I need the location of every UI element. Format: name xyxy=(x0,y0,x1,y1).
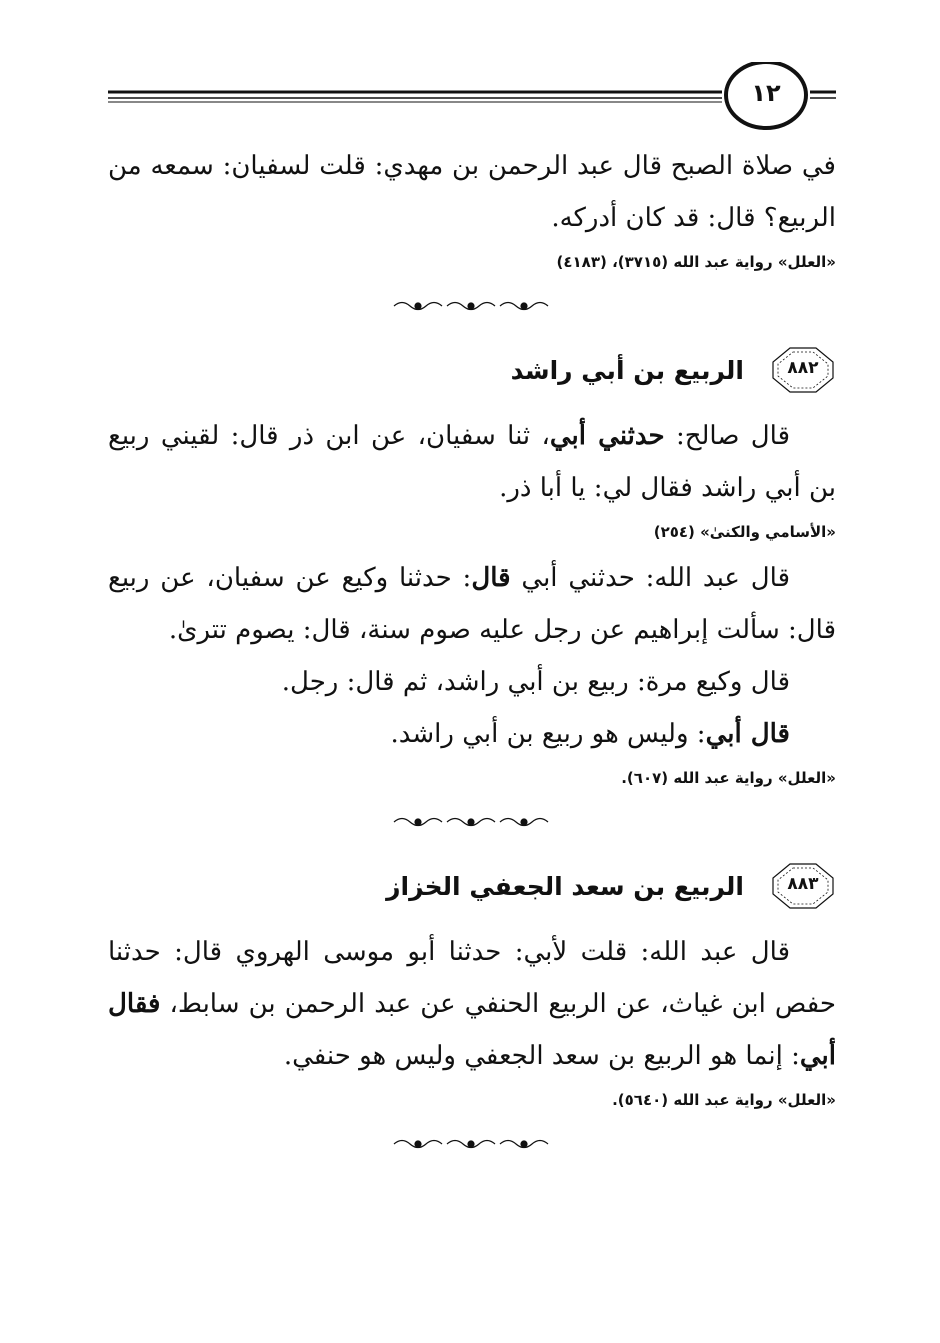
page-header xyxy=(108,62,836,132)
entry-reference: «الأسامي والكنىٰ» (٢٥٤) xyxy=(653,523,836,541)
header-rule-icon xyxy=(108,62,836,132)
page-body xyxy=(108,140,836,1178)
bold-run: حدثني أبي xyxy=(549,421,665,451)
entry-number: ٨٨٢ xyxy=(787,358,819,378)
entry-paragraph xyxy=(108,552,836,656)
text-run: قال عبد الله: حدثني أبي xyxy=(510,563,790,593)
floral-divider-icon xyxy=(392,1137,552,1151)
entry-reference: «العلل» رواية عبد الله (٦٠٧). xyxy=(621,769,836,787)
text-run: ، ثنا سفيان، عن ابن ذر قال: لقيني ربيع بن أبي راشد فقال لي: يا أبا ذر. xyxy=(108,421,836,503)
divider-ornament xyxy=(108,814,836,830)
text-run: قال صالح: xyxy=(664,421,791,451)
entry-paragraph: قال وكيع مرة: ربيع بن أبي راشد، ثم قال: رجل. xyxy=(281,667,790,697)
entry-number-badge xyxy=(770,861,836,911)
entry-number-badge xyxy=(770,345,836,395)
entry-title: الربيع بن سعد الجعفي الخزاز xyxy=(386,871,744,901)
entry-paragraph xyxy=(108,410,836,514)
entry-title: الربيع بن أبي راشد xyxy=(510,355,744,385)
text-run: قال عبد الله: قلت لأبي: حدثنا أبو موسى الهروي قال: حدثنا حفص ابن غياث، عن الربيع الحنفي عن عبد الرحمن بن سابط، xyxy=(108,937,836,1019)
intro-paragraph: في صلاة الصبح قال عبد الرحمن بن مهدي: قلت لسفيان: سمعه من الربيع؟ قال: قد كان أدركه. xyxy=(108,151,836,233)
page-number: ١٢ xyxy=(751,79,781,107)
entry-reference: «العلل» رواية عبد الله (٥٦٤٠). xyxy=(612,1091,836,1109)
entry-heading xyxy=(108,856,836,916)
entry-paragraph xyxy=(108,926,836,1082)
intro-reference: «العلل» رواية عبد الله (٣٧١٥)، (٤١٨٣) xyxy=(556,253,836,271)
entry-paragraph xyxy=(108,708,790,760)
bold-run: فقال أبي xyxy=(108,989,836,1071)
entry-number: ٨٨٣ xyxy=(787,874,819,894)
bold-run: قال أبي xyxy=(705,719,790,749)
divider-ornament xyxy=(108,1136,836,1152)
bold-run: قال xyxy=(471,563,511,593)
floral-divider-icon xyxy=(392,815,552,829)
entry-heading xyxy=(108,340,836,400)
text-run: : وليس هو ربيع بن أبي راشد. xyxy=(390,719,706,749)
floral-divider-icon xyxy=(392,299,552,313)
text-run: : حدثنا وكيع عن سفيان، عن ربيع قال: سألت إبراهيم عن رجل عليه صوم سنة، قال: يصوم تترىٰ. xyxy=(108,563,836,645)
text-run: : إنما هو الربيع بن سعد الجعفي وليس هو حنفي. xyxy=(283,1041,800,1071)
divider-ornament xyxy=(108,298,836,314)
